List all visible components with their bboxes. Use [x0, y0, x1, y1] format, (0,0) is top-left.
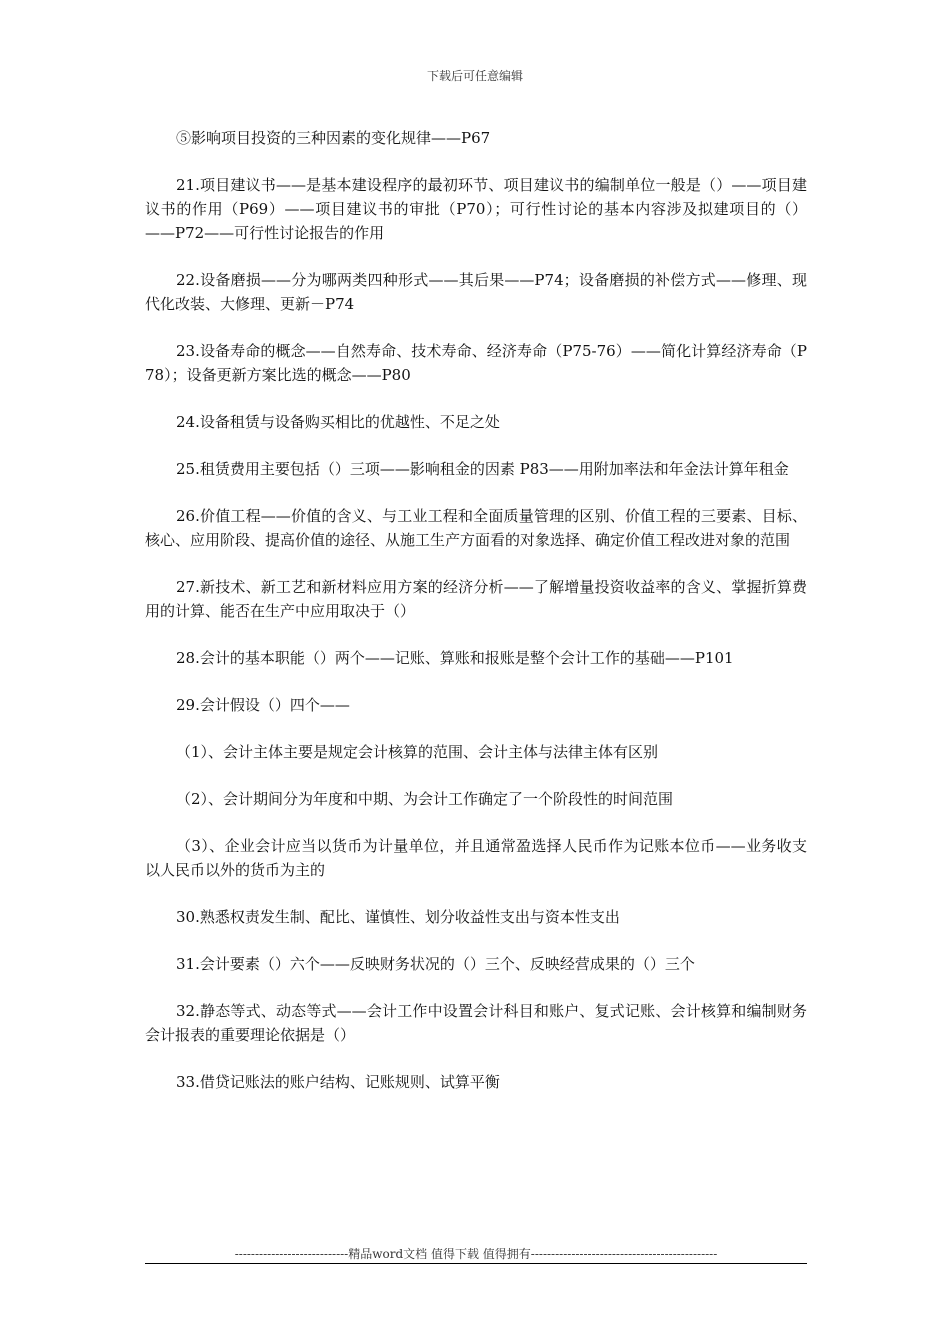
paragraph-item-5: ⑤影响项目投资的三种因素的变化规律——P67	[176, 129, 491, 147]
footer-divider	[145, 1263, 807, 1264]
paragraph-item-28: 28.会计的基本职能（）两个——记账、算账和报账是整个会计工作的基础——P101	[176, 649, 734, 667]
paragraph-item-24: 24.设备租赁与设备购买相比的优越性、不足之处	[176, 413, 500, 431]
paragraph-item-26: 26.价值工程——价值的含义、与工业工程和全面质量管理的区别、价值工程的三要素、目标、核心、应用阶段、提高价值的途径、从施工生产方面看的对象选择、确定价值工程改进对象的范围	[145, 507, 807, 549]
paragraph-item-32: 32.静态等式、动态等式——会计工作中设置会计科目和账户、复式记账、会计核算和编制财务会计报表的重要理论依据是（）	[145, 1002, 807, 1044]
paragraph-subitem-2: （2）、会计期间分为年度和中期、为会计工作确定了一个阶段性的时间范围	[176, 790, 674, 808]
paragraph-item-29: 29.会计假设（）四个——	[176, 696, 350, 714]
paragraph-subitem-3: （3）、企业会计应当以货币为计量单位，并且通常盈选择人民币作为记账本位币——业务收支以人民币以外的货币为主的	[145, 837, 807, 879]
paragraph-item-33: 33.借贷记账法的账户结构、记账规则、试算平衡	[176, 1073, 500, 1091]
paragraph-item-22: 22.设备磨损——分为哪两类四种形式——其后果——P74；设备磨损的补偿方式——修理、现代化改装、大修理、更新－P74	[145, 271, 807, 313]
paragraph-item-31: 31.会计要素（）六个——反映财务状况的（）三个、反映经营成果的（）三个	[176, 955, 695, 973]
paragraph-item-27: 27.新技术、新工艺和新材料应用方案的经济分析——了解增量投资收益率的含义、掌握折算费用的计算、能否在生产中应用取决于（）	[145, 578, 807, 620]
page-header: 下载后可任意编辑	[426, 69, 523, 83]
document-body	[145, 126, 807, 1094]
paragraph-item-21: 21.项目建议书——是基本建设程序的最初环节、项目建议书的编制单位一般是（）——项目建议书的作用（P69）——项目建议书的审批（P70）；可行性讨论的基本内容涉及拟建项目的（）——P72——可行性讨论报告的作用	[145, 176, 807, 242]
paragraph-item-25: 25.租赁费用主要包括（）三项——影响租金的因素 P83——用附加率法和年金法计算年租金	[176, 460, 789, 478]
paragraph-subitem-1: （1）、会计主体主要是规定会计核算的范围、会计主体与法律主体有区别	[176, 743, 659, 761]
paragraph-item-23: 23.设备寿命的概念——自然寿命、技术寿命、经济寿命（P75-76）——简化计算经济寿命（P78）；设备更新方案比选的概念——P80	[145, 342, 807, 384]
page-footer: ----------------------------精品word文档 值得下载 值得拥有----------------------------------------------	[234, 1247, 718, 1261]
paragraph-item-30: 30.熟悉权责发生制、配比、谨慎性、划分收益性支出与资本性支出	[176, 908, 620, 926]
